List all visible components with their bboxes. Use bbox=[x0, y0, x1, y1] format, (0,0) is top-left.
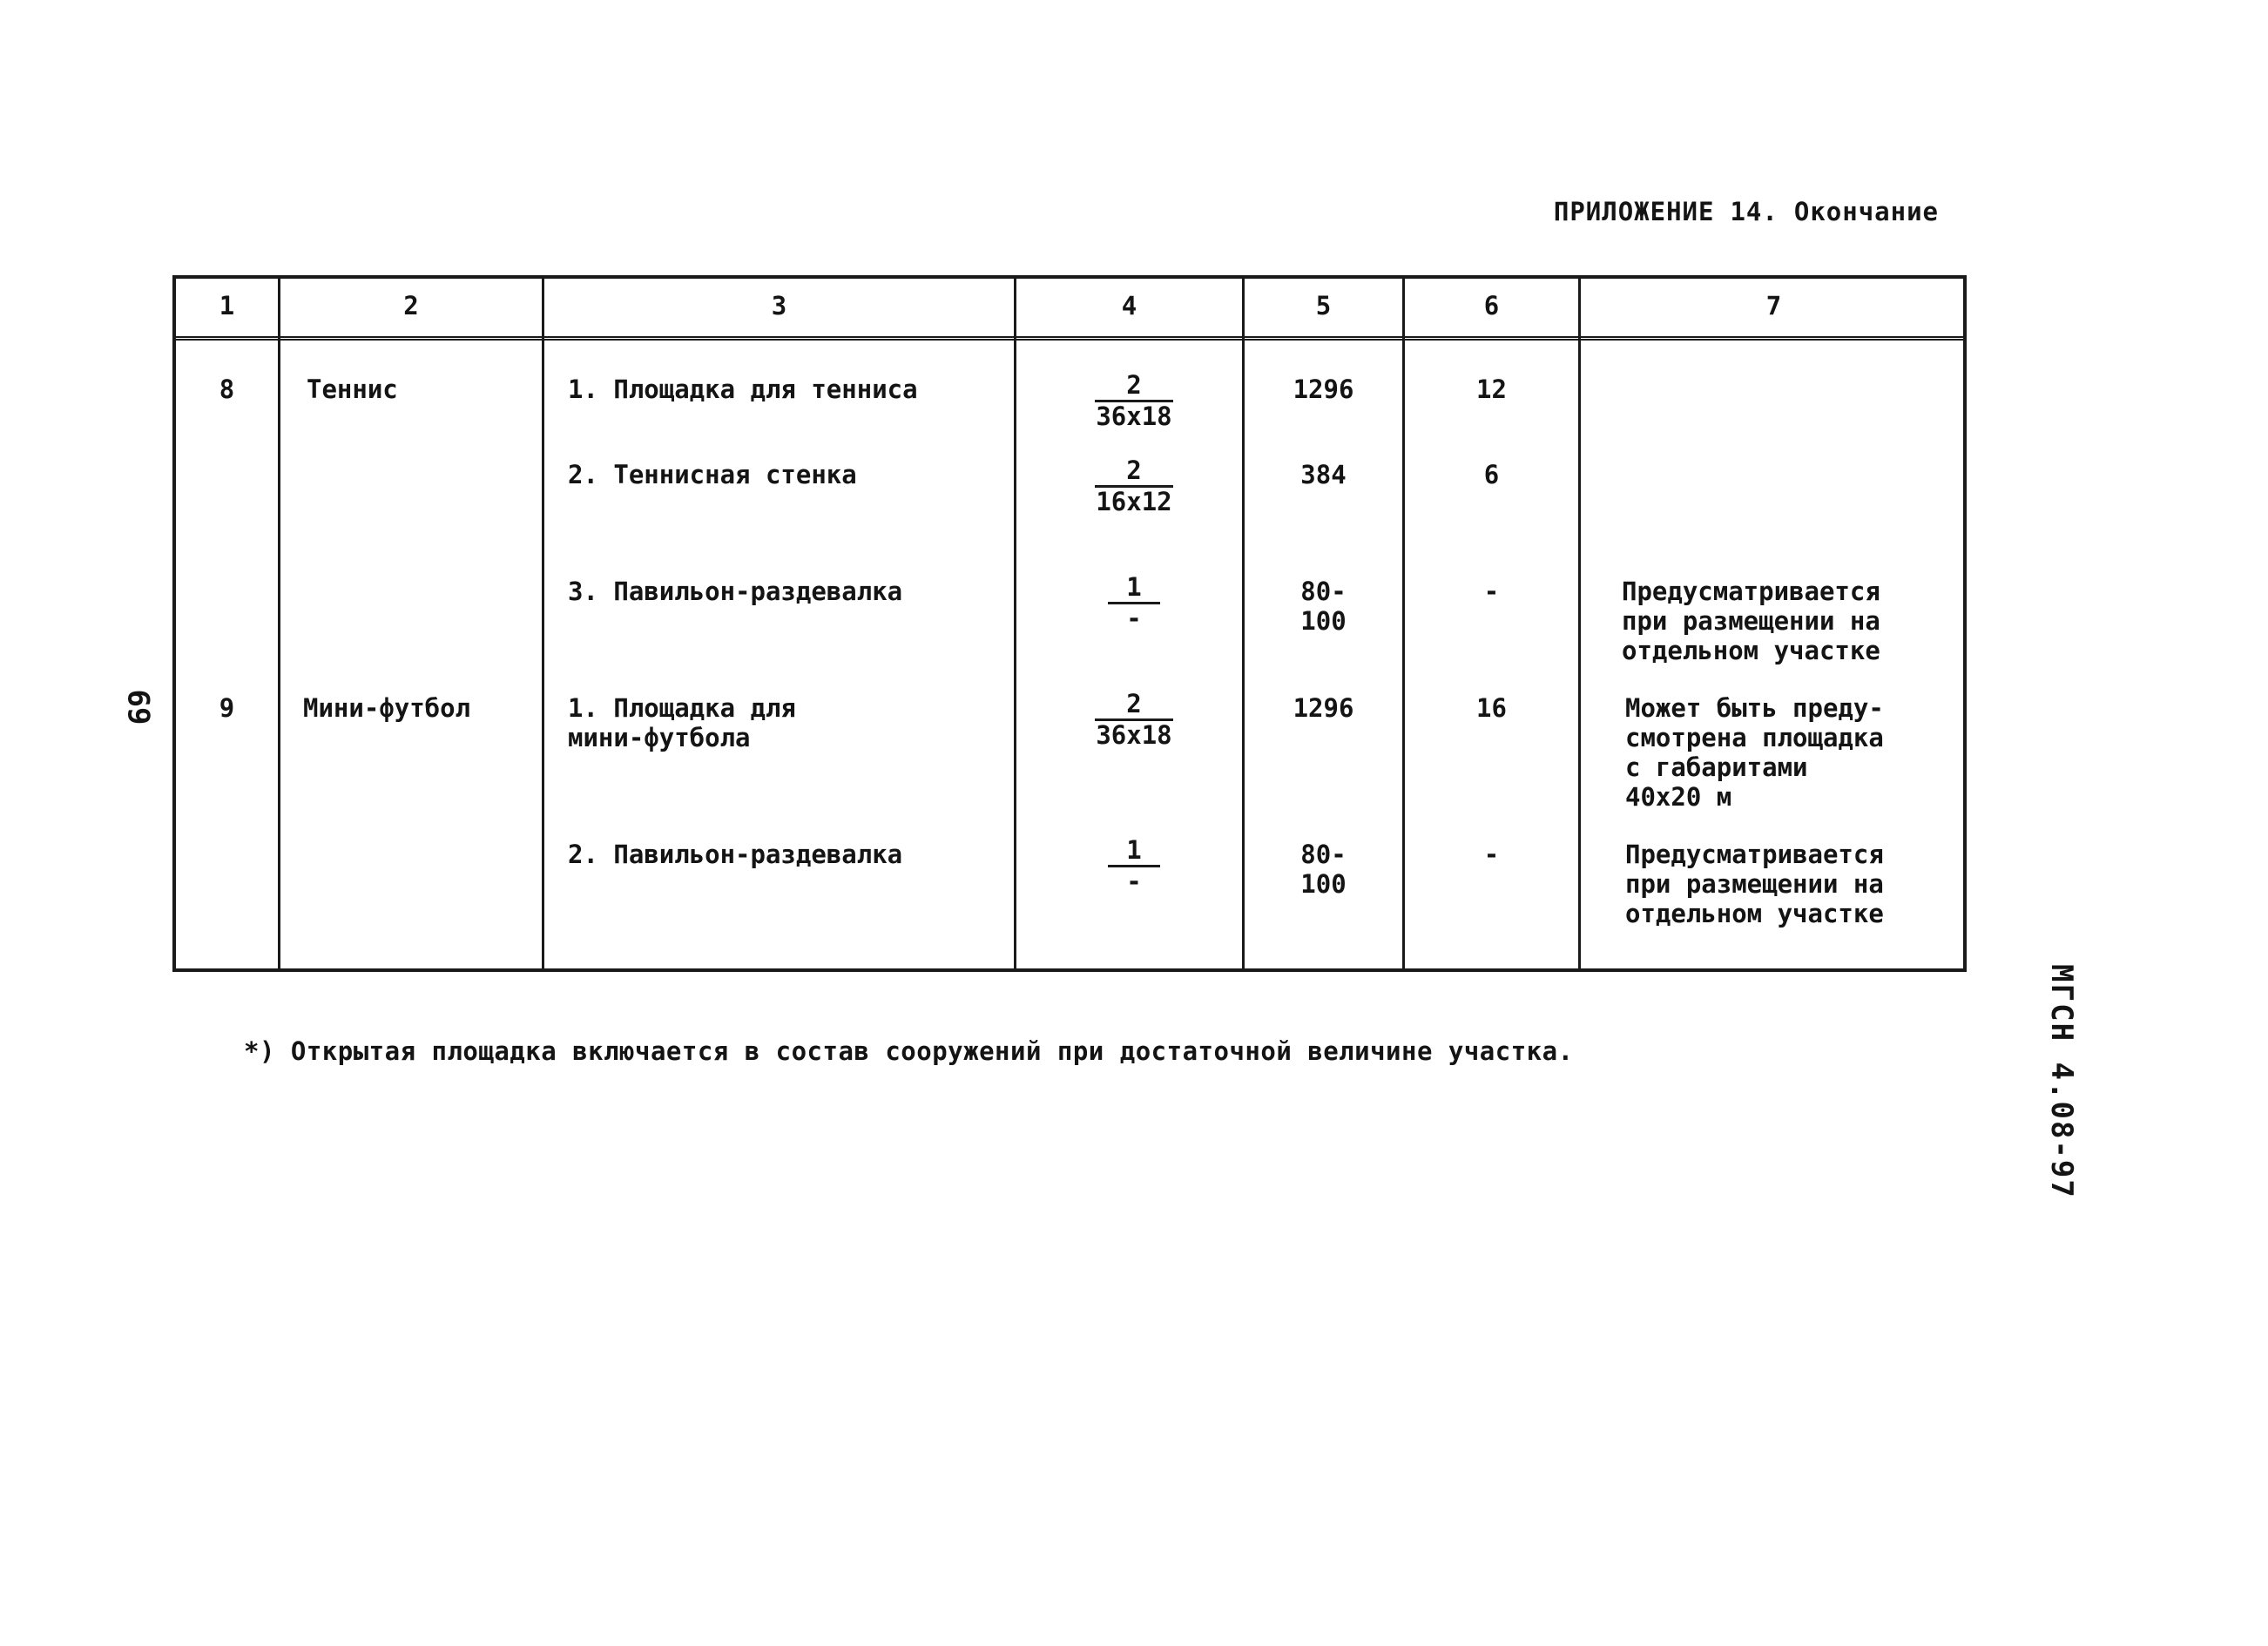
quantity: 1 bbox=[1108, 836, 1160, 867]
quantity: 2 bbox=[1095, 371, 1173, 402]
capacity-value: - bbox=[1483, 840, 1500, 869]
quantity: 1 bbox=[1108, 573, 1160, 604]
row-number: 8 bbox=[219, 374, 235, 404]
facility-item: 3. Павильон-раздевалка bbox=[568, 577, 903, 606]
quantity-size-fraction bbox=[1073, 690, 1195, 750]
footnote: *) Открытая площадка включается в состав сооружений при достаточной величине участка. bbox=[244, 1036, 1574, 1066]
document-code: МГСН 4.08-97 bbox=[2043, 964, 2079, 1199]
appendix-number: 14. bbox=[1730, 197, 1779, 226]
quantity-size-fraction bbox=[1073, 573, 1195, 633]
sport-name: Мини-футбол bbox=[303, 693, 471, 723]
remark: Предусматривается при размещении на отдельном участке bbox=[1622, 577, 1880, 665]
sport-name: Теннис bbox=[307, 374, 398, 404]
facility-item: 2. Павильон-раздевалка bbox=[568, 840, 903, 869]
dimensions: 16x12 bbox=[1096, 487, 1172, 516]
dimensions: 36x18 bbox=[1096, 401, 1172, 431]
column-header-1: 1 bbox=[219, 291, 235, 320]
column-divider bbox=[1014, 279, 1016, 968]
header-divider bbox=[176, 336, 1963, 341]
area-value: 1296 bbox=[1293, 693, 1354, 723]
column-divider bbox=[542, 279, 544, 968]
column-header-7: 7 bbox=[1765, 291, 1782, 320]
column-divider bbox=[278, 279, 280, 968]
facility-item: 1. Площадка для тенниса bbox=[568, 374, 918, 404]
capacity-value: 6 bbox=[1483, 460, 1500, 489]
appendix-label: ПРИЛОЖЕНИЕ bbox=[1553, 197, 1715, 226]
area-value: 384 bbox=[1300, 460, 1347, 489]
dimensions: - bbox=[1126, 604, 1142, 633]
column-header-4: 4 bbox=[1121, 291, 1137, 320]
capacity-value: 16 bbox=[1476, 693, 1507, 723]
quantity: 2 bbox=[1095, 456, 1173, 488]
quantity-size-fraction bbox=[1073, 371, 1195, 431]
area-value: 80- 100 bbox=[1300, 840, 1347, 899]
quantity-size-fraction bbox=[1073, 456, 1195, 516]
column-header-6: 6 bbox=[1483, 291, 1500, 320]
remark: Может быть преду- смотрена площадка с габаритами 40x20 м bbox=[1625, 693, 1884, 812]
facility-item: 2. Теннисная стенка bbox=[568, 460, 857, 489]
area-value: 1296 bbox=[1293, 374, 1354, 404]
quantity: 2 bbox=[1095, 690, 1173, 721]
sports-facilities-table bbox=[172, 275, 1967, 972]
appendix-heading bbox=[1554, 197, 1939, 226]
capacity-value: 12 bbox=[1476, 374, 1507, 404]
dimensions: 36x18 bbox=[1096, 720, 1172, 750]
column-header-2: 2 bbox=[403, 291, 419, 320]
appendix-suffix: Окончание bbox=[1793, 197, 1939, 226]
area-value: 80- 100 bbox=[1300, 577, 1347, 636]
column-header-5: 5 bbox=[1315, 291, 1332, 320]
quantity-size-fraction bbox=[1073, 836, 1195, 896]
column-divider bbox=[1578, 279, 1581, 968]
dimensions: - bbox=[1126, 867, 1142, 896]
page-number: 69 bbox=[120, 689, 156, 725]
row-number: 9 bbox=[219, 693, 235, 723]
facility-item: 1. Площадка для мини-футбола bbox=[568, 693, 796, 752]
remark: Предусматривается при размещении на отдельном участке bbox=[1625, 840, 1884, 928]
capacity-value: - bbox=[1483, 577, 1500, 606]
column-header-3: 3 bbox=[771, 291, 787, 320]
